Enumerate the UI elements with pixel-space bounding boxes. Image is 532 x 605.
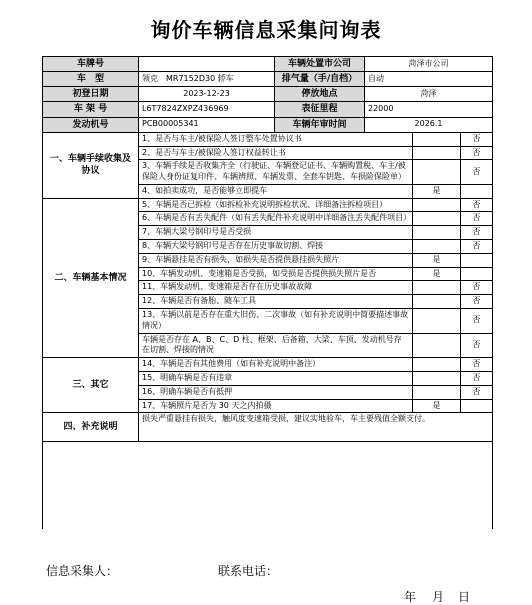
question-text: 5、车辆是否已拆检（如拆检补充说明拆检状况、详细备注拆检项目） bbox=[139, 198, 413, 212]
question-row bbox=[43, 198, 493, 212]
label-mileage: 表征里程 bbox=[275, 102, 365, 117]
row-engine-number bbox=[43, 117, 493, 132]
question-text: 17、车辆照片是否为 30 天之内拍摄 bbox=[139, 399, 413, 413]
section-1-label: 一、车辆手续收集及协议 bbox=[43, 132, 139, 198]
row-first-registration bbox=[43, 87, 493, 102]
date-day-label: 日 bbox=[458, 590, 471, 604]
label-inspection-date: 车辆年审时间 bbox=[275, 117, 365, 132]
question-text: 9、车辆悬挂是否有损失，如损失是否提供悬挂损失照片 bbox=[139, 253, 413, 267]
label-disposal-company: 车辆处置市公司 bbox=[275, 57, 365, 72]
supplement-text: 损失严重悬挂有损失，触风度变速箱受损，建议实地验车，车主要残值全额支付。 bbox=[139, 413, 493, 442]
answer-no: 否 bbox=[461, 132, 493, 146]
answer-yes: 是 bbox=[413, 253, 461, 267]
value-inspection-date: 2026.1 bbox=[365, 117, 493, 132]
question-text: 7、车辆大梁号钢印号是否受损 bbox=[139, 226, 413, 240]
value-plate bbox=[139, 57, 275, 72]
question-text: 6、车辆是否有丢失配件（如有丢失配件补充说明中详细备注丢失配件项目） bbox=[139, 212, 413, 226]
value-mileage: 22000 bbox=[365, 102, 493, 117]
signature-area bbox=[43, 442, 493, 530]
answer-yes bbox=[413, 198, 461, 212]
question-text: 2、是否与车主/被保险人签订权益转让书 bbox=[139, 146, 413, 160]
question-text: 14、车辆是否有其他费用（如有补充说明中备注） bbox=[139, 358, 413, 372]
answer-yes bbox=[413, 226, 461, 240]
question-text: 8、车辆大梁号钢印号是否存在历史事故切割、焊接 bbox=[139, 240, 413, 254]
phone-label: 联系电话： bbox=[218, 564, 279, 578]
row-vin bbox=[43, 102, 493, 117]
label-first-registration: 初登日期 bbox=[43, 87, 139, 102]
answer-yes bbox=[413, 212, 461, 226]
date-year-label: 年 bbox=[404, 590, 417, 604]
answer-yes bbox=[413, 372, 461, 386]
supplement-label: 四、补充说明 bbox=[43, 413, 139, 442]
answer-no: 否 bbox=[461, 385, 493, 399]
label-plate: 车牌号 bbox=[43, 57, 139, 72]
answer-no: 否 bbox=[461, 160, 493, 185]
answer-yes bbox=[413, 240, 461, 254]
question-text: 15、明确车辆是否有违章 bbox=[139, 372, 413, 386]
answer-no bbox=[461, 267, 493, 281]
question-text: 16、明确车辆是否有抵押 bbox=[139, 385, 413, 399]
question-text: 13、车辆以前是否存在重大旧伤、二次事故（如有补充说明中简要描述事故情况） bbox=[139, 309, 413, 334]
question-text: 10、车辆发动机、变速箱是否受损，如受损是否提供损失照片是否 bbox=[139, 267, 413, 281]
answer-yes bbox=[413, 281, 461, 295]
label-displacement: 排气量（手/自档） bbox=[275, 72, 365, 87]
question-text: 车辆是否存在 A、B、C、D 柱、框架、后备箱、大梁、车顶、发动机号存在切割、焊接的情况 bbox=[139, 333, 413, 358]
answer-yes bbox=[413, 309, 461, 334]
value-transmission: 自动 bbox=[365, 72, 493, 87]
value-disposal-company: 菏泽市公司 bbox=[365, 57, 493, 72]
answer-no: 否 bbox=[461, 309, 493, 334]
question-text: 4、如拍卖成功，是否能够立即提车 bbox=[139, 184, 413, 198]
value-parking-location: 菏泽 bbox=[365, 87, 493, 102]
answer-yes bbox=[413, 333, 461, 358]
date-month-label: 月 bbox=[432, 590, 445, 604]
answer-no: 否 bbox=[461, 295, 493, 309]
answer-yes: 是 bbox=[413, 267, 461, 281]
answer-no: 否 bbox=[461, 198, 493, 212]
answer-yes bbox=[413, 358, 461, 372]
signature-row bbox=[43, 442, 493, 530]
answer-no: 否 bbox=[461, 146, 493, 160]
answer-no: 否 bbox=[461, 226, 493, 240]
answer-no bbox=[461, 253, 493, 267]
value-first-registration: 2023-12-23 bbox=[139, 87, 275, 102]
answer-yes bbox=[413, 146, 461, 160]
section-3-label: 三、其它 bbox=[43, 358, 139, 413]
answer-yes: 是 bbox=[413, 184, 461, 198]
answer-no bbox=[461, 184, 493, 198]
collector-label: 信息采集人： bbox=[46, 564, 119, 578]
answer-yes bbox=[413, 160, 461, 185]
supplement-row bbox=[43, 413, 493, 442]
label-parking-location: 停放地点 bbox=[275, 87, 365, 102]
label-model: 车 型 bbox=[43, 72, 139, 87]
question-row bbox=[43, 132, 493, 146]
vehicle-info-table bbox=[42, 56, 493, 529]
answer-no: 否 bbox=[461, 212, 493, 226]
answer-no bbox=[461, 399, 493, 413]
section-2-label: 二、车辆基本情况 bbox=[43, 198, 139, 358]
question-text: 11、车辆发动机、变速箱是否存在历史事故故障 bbox=[139, 281, 413, 295]
document-title: 询价车辆信息采集问询表 bbox=[150, 18, 382, 42]
value-engine-number: PCB00005341 bbox=[139, 117, 275, 132]
answer-no: 否 bbox=[461, 372, 493, 386]
answer-no: 否 bbox=[461, 358, 493, 372]
answer-no: 否 bbox=[461, 240, 493, 254]
question-row bbox=[43, 358, 493, 372]
answer-yes bbox=[413, 295, 461, 309]
label-vin: 车 架 号 bbox=[43, 102, 139, 117]
answer-no: 否 bbox=[461, 281, 493, 295]
question-text: 3、车辆手续是否收集齐全（行驶证、车辆登记证书、车辆购置税、车主/被保险人身份证复印件、车辆辨照、车辆发票、全套车钥匙、车损险保险单） bbox=[139, 160, 413, 185]
answer-yes: 是 bbox=[413, 399, 461, 413]
value-vin: L6T7824ZXPZ436969 bbox=[139, 102, 275, 117]
answer-no: 否 bbox=[461, 333, 493, 358]
answer-yes bbox=[413, 385, 461, 399]
label-engine-number: 发动机号 bbox=[43, 117, 139, 132]
value-model: 领克 MR7152D30 轿车 bbox=[139, 72, 275, 87]
question-text: 1、是否与车主/被保险人签订整车处置协议书 bbox=[139, 132, 413, 146]
row-plate bbox=[43, 57, 493, 72]
answer-yes bbox=[413, 132, 461, 146]
question-text: 12、车辆是否有备胎、随车工具 bbox=[139, 295, 413, 309]
row-model bbox=[43, 72, 493, 87]
